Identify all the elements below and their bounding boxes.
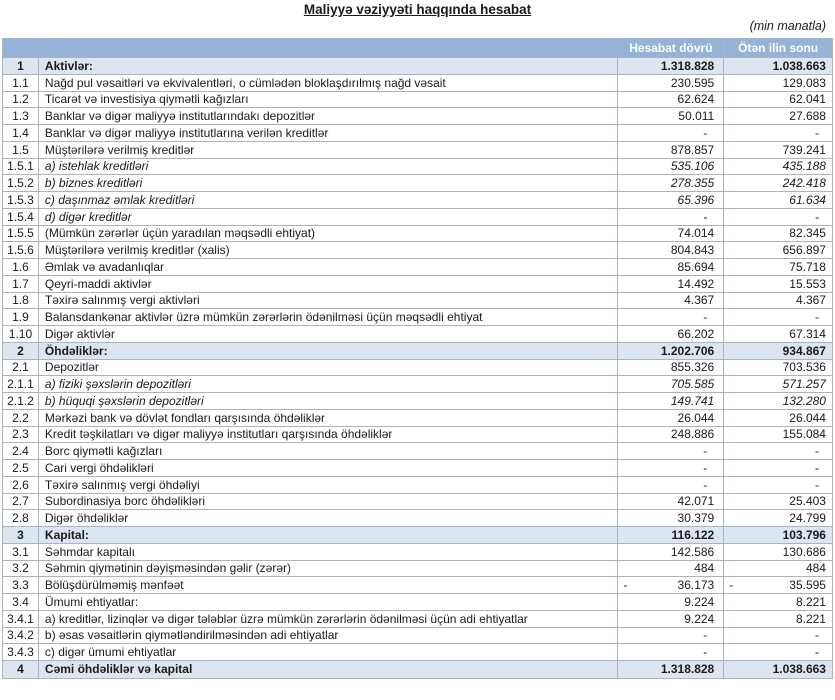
value-text: 36.173 [677,578,715,593]
value-cell [724,58,832,74]
row-number-cell: 1 [3,58,39,74]
value-text: 130.686 [782,544,826,559]
value-cell [618,544,724,560]
value-text: 878.857 [670,142,715,157]
value-cell [618,108,724,124]
value-text: 242.418 [782,176,826,191]
value-cell [724,259,832,275]
table-row [3,611,832,628]
value-text: 8.221 [795,594,826,609]
value-cell [618,527,724,543]
value-cell [724,209,832,225]
value-cell [618,276,724,292]
table-row [3,544,832,561]
table-row [3,427,832,444]
table-row [3,142,832,159]
value-text: 1.318.828 [660,58,715,73]
value-cell [618,594,724,610]
value-text: 85.694 [677,259,715,274]
row-description-cell: b) biznes kreditləri [39,175,619,191]
row-description-cell: a) fiziki şəxslərin depozitləri [39,376,619,392]
table-row [3,477,832,494]
value-cell [724,611,832,627]
minus-sign: - [623,578,628,593]
value-cell [618,661,724,678]
value-text: 804.843 [670,243,715,258]
value-cell [724,159,832,175]
value-cell [724,594,832,610]
row-description-cell: c) daşınmaz əmlak kreditləri [39,192,619,208]
value-text: 62.624 [677,92,715,107]
row-number-cell: 4 [3,661,39,678]
value-cell [618,561,724,577]
table-row [3,242,832,259]
row-number-cell: 1.2 [3,92,39,108]
row-description-cell: Digər öhdəliklər [39,510,619,526]
value-cell [724,561,832,577]
value-cell [724,343,832,359]
value-text: - [703,477,708,492]
value-text: - [814,477,819,492]
value-cell [618,410,724,426]
value-cell [724,108,832,124]
row-description-cell: Səhmdar kapitalı [39,544,619,560]
value-text: 484 [694,561,715,576]
table-row [3,192,832,209]
value-cell [724,661,832,678]
value-text: 4.367 [795,293,826,308]
row-description-cell: Banklar və digər maliyyə institutlarındakı depozitlər [39,108,619,124]
value-cell [618,58,724,74]
value-text: - [703,628,708,643]
row-number-cell: 2 [3,343,39,359]
value-cell [724,309,832,325]
row-number-cell: 1.4 [3,125,39,141]
value-cell [724,142,832,158]
value-cell [724,226,832,242]
value-cell [724,75,832,91]
table-row [3,92,832,109]
row-description-cell: b) hüquqi şəxslərin depozitləri [39,393,619,409]
table-row [3,125,832,142]
row-description-cell: Əmlak və avadanlıqlar [39,259,619,275]
value-text: 61.634 [789,192,826,207]
table-row [3,527,832,544]
value-cell [724,92,832,108]
row-number-cell: 1.5.2 [3,175,39,191]
value-text: 50.011 [678,109,715,124]
value-cell [618,242,724,258]
value-cell [724,125,832,141]
row-description-cell: Kapital: [39,527,619,543]
value-cell [618,494,724,510]
value-text: - [814,209,819,224]
table-row [3,644,832,661]
row-number-cell: 1.7 [3,276,39,292]
value-cell [724,510,832,526]
row-description-cell: Müştərilərə verilmiş kreditlər [39,142,619,158]
value-text: 26.044 [677,410,715,425]
row-description-cell: Müştərilərə verilmiş kreditlər (xalis) [39,242,619,258]
value-text: 656.897 [782,243,826,258]
table-row [3,276,832,293]
value-text: 1.038.663 [772,58,826,73]
row-number-cell: 1.5 [3,142,39,158]
table-row [3,443,832,460]
row-description-cell: Cəmi öhdəliklər və kapital [39,661,619,678]
table-row [3,259,832,276]
row-description-cell: c) digər ümumi ehtiyatlar [39,644,619,660]
row-description-cell: Depozitlər [39,360,619,376]
report-title: Maliyyə vəziyyəti haqqında hesabat [303,2,532,17]
value-text: 1.038.663 [772,662,826,677]
value-cell [618,326,724,342]
value-cell [618,628,724,644]
value-cell [724,410,832,426]
row-description-cell: Təxirə salınmış vergi öhdəliyi [39,477,619,493]
value-text: 248.886 [670,427,715,442]
financial-statement-table [2,38,833,679]
value-text: 14.492 [677,276,715,291]
value-text: 82.345 [789,226,826,241]
value-cell [618,460,724,476]
row-description-cell: Cari vergi öhdəlikləri [39,460,619,476]
value-text: 132.280 [782,393,826,408]
value-cell [618,309,724,325]
value-cell [724,326,832,342]
row-description-cell: Qeyri-maddi aktivlər [39,276,619,292]
value-cell [618,443,724,459]
value-cell [618,360,724,376]
value-text: 155.084 [782,427,826,442]
value-text: 142.586 [670,544,715,559]
value-text: - [814,460,819,475]
value-cell [724,360,832,376]
value-text: 1.202.706 [660,343,715,358]
value-text: - [703,460,708,475]
value-cell [724,644,832,660]
row-number-cell: 3.2 [3,561,39,577]
value-text: 67.314 [789,326,826,341]
row-number-cell: 2.5 [3,460,39,476]
value-cell [618,175,724,191]
table-row [3,175,832,192]
row-description-cell: Subordinasiya borc öhdəlikləri [39,494,619,510]
header-desc-cell [39,39,619,57]
row-description-cell: d) digər kreditlər [39,209,619,225]
row-description-cell: a) istehlak kreditləri [39,159,619,175]
value-text: - [814,444,819,459]
value-text: 571.257 [782,377,826,392]
row-number-cell: 2.6 [3,477,39,493]
value-text: 230.595 [670,75,715,90]
value-text: - [814,628,819,643]
value-text: 9.224 [684,594,715,609]
row-number-cell: 3.4.2 [3,628,39,644]
value-text: 1.318.828 [660,662,715,677]
table-row [3,58,832,75]
value-text: 278.355 [670,176,715,191]
value-text: - [814,645,819,660]
table-row [3,360,832,377]
row-number-cell: 1.9 [3,309,39,325]
value-cell [618,644,724,660]
table-row [3,494,832,511]
value-text: 116.122 [671,527,715,542]
value-text: 26.044 [789,410,826,425]
row-number-cell: 1.5.3 [3,192,39,208]
row-number-cell: 1.3 [3,108,39,124]
value-cell [724,276,832,292]
row-number-cell: 2.1.1 [3,376,39,392]
value-cell [724,460,832,476]
value-cell [618,376,724,392]
row-number-cell: 1.5.4 [3,209,39,225]
value-cell [618,192,724,208]
value-text: 934.867 [782,343,826,358]
value-text: - [703,125,708,140]
table-row [3,108,832,125]
table-row [3,226,832,243]
row-number-cell: 2.3 [3,427,39,443]
value-cell [618,125,724,141]
value-text: 30.379 [677,511,715,526]
row-description-cell: Səhmin qiymətinin dəyişməsindən gəlir (zərər) [39,561,619,577]
row-description-cell: (Mümkün zərərlər üçün yaradılan məqsədli ehtiyat) [39,226,619,242]
row-description-cell: Mərkəzi bank və dövlət fondları qarşısında öhdəliklər [39,410,619,426]
value-text: 74.014 [677,226,715,241]
row-number-cell: 1.10 [3,326,39,342]
value-cell [724,577,832,593]
row-number-cell: 3 [3,527,39,543]
row-description-cell: a) kreditlər, lizinqlər və digər tələblər üzrə mümkün zərərlərin ödənilməsi üçün adi ehtiyatlar [39,611,619,627]
row-description-cell: Banklar və digər maliyyə institutlarına verilən kreditlər [39,125,619,141]
table-row [3,209,832,226]
table-header-row [3,39,832,58]
table-row [3,393,832,410]
row-number-cell: 2.4 [3,443,39,459]
table-row [3,577,832,594]
row-number-cell: 2.2 [3,410,39,426]
row-description-cell: Təxirə salınmış vergi aktivləri [39,293,619,309]
table-row [3,309,832,326]
value-cell [618,611,724,627]
row-number-cell: 1.8 [3,293,39,309]
value-cell [724,293,832,309]
value-cell [724,443,832,459]
value-text: 4.367 [684,293,715,308]
value-text: 62.041 [789,92,826,107]
value-text: 739.241 [782,142,826,157]
row-number-cell: 2.8 [3,510,39,526]
value-cell [618,343,724,359]
value-text: 75.718 [789,259,826,274]
table-row [3,326,832,343]
table-row [3,594,832,611]
value-text: 435.188 [782,159,826,174]
header-col-current-period: Hesabat dövrü [619,39,725,57]
value-text: 24.799 [789,511,826,526]
table-row [3,293,832,310]
value-text: - [814,125,819,140]
value-text: 855.326 [670,360,715,375]
row-description-cell: Borc qiymətli kağızları [39,443,619,459]
value-cell [618,293,724,309]
value-text: 9.224 [684,611,715,626]
value-cell [724,376,832,392]
row-description-cell: Digər aktivlər [39,326,619,342]
row-number-cell: 3.1 [3,544,39,560]
table-row [3,343,832,360]
value-cell [618,142,724,158]
value-cell [618,209,724,225]
value-text: - [814,310,819,325]
value-cell [618,577,724,593]
row-description-cell: Bölüşdürülməmiş mənfəət [39,577,619,593]
table-row [3,159,832,176]
value-cell [724,427,832,443]
value-cell [618,477,724,493]
value-cell [618,393,724,409]
value-cell [618,75,724,91]
row-number-cell: 1.1 [3,75,39,91]
value-text: 705.585 [670,377,715,392]
value-text: 484 [805,561,826,576]
value-cell [724,628,832,644]
value-cell [724,477,832,493]
table-row [3,460,832,477]
row-number-cell: 1.5.1 [3,159,39,175]
row-number-cell: 3.4 [3,594,39,610]
value-text: - [703,645,708,660]
table-row [3,561,832,578]
value-text: 8.221 [795,611,826,626]
value-text: 149.741 [670,393,715,408]
table-row [3,376,832,393]
value-cell [618,92,724,108]
value-text: 703.536 [782,360,826,375]
value-text: 535.106 [670,159,715,174]
value-text: 66.202 [677,326,715,341]
header-num-cell [3,39,39,57]
unit-note: (min manatla) [749,19,826,33]
row-description-cell: Kredit təşkilatları və digər maliyyə institutları qarşısında öhdəliklər [39,427,619,443]
row-number-cell: 3.4.1 [3,611,39,627]
value-text: - [703,444,708,459]
table-row [3,410,832,427]
value-cell [618,226,724,242]
value-cell [724,494,832,510]
table-row [3,628,832,645]
table-row [3,75,832,92]
value-cell [618,427,724,443]
table-body [3,58,832,678]
value-cell [618,259,724,275]
header-col-previous-year-end: Ötən ilin sonu [738,41,819,55]
row-description-cell: Ümumi ehtiyatlar: [39,594,619,610]
value-cell [724,175,832,191]
value-text: 35.595 [789,578,826,593]
row-number-cell: 3.4.3 [3,644,39,660]
row-description-cell: Aktivlər: [39,58,619,74]
value-text: - [703,310,708,325]
row-number-cell: 3.3 [3,577,39,593]
value-cell [618,510,724,526]
row-number-cell: 2.1.2 [3,393,39,409]
row-number-cell: 1.5.6 [3,242,39,258]
table-row [3,661,832,678]
row-number-cell: 1.6 [3,259,39,275]
row-number-cell: 2.1 [3,360,39,376]
value-cell [724,393,832,409]
row-number-cell: 1.5.5 [3,226,39,242]
value-text: - [703,209,708,224]
row-description-cell: Ticarət və investisiya qiymətli kağızları [39,92,619,108]
minus-sign: - [729,578,734,593]
value-text: 42.071 [677,494,715,509]
value-cell [724,242,832,258]
table-row [3,510,832,527]
row-description-cell: b) əsas vəsaitlərin qiymətləndirilməsindən adi ehtiyatlar [39,628,619,644]
value-cell [618,159,724,175]
row-number-cell: 2.7 [3,494,39,510]
value-cell [724,192,832,208]
value-cell [724,544,832,560]
value-text: 103.796 [782,527,826,542]
value-text: 25.403 [789,494,826,509]
row-description-cell: Nağd pul vəsaitləri və ekvivalentləri, o cümlədən bloklaşdırılmış nağd vəsait [39,75,619,91]
value-text: 15.553 [789,276,826,291]
value-text: 129.083 [782,75,826,90]
value-cell [724,527,832,543]
row-description-cell: Öhdəliklər: [39,343,619,359]
row-description-cell: Balansdankənar aktivlər üzrə mümkün zərərlərin ödənilməsi üçün məqsədli ehtiyat [39,309,619,325]
value-text: 27.688 [789,109,826,124]
value-text: 65.396 [677,192,715,207]
